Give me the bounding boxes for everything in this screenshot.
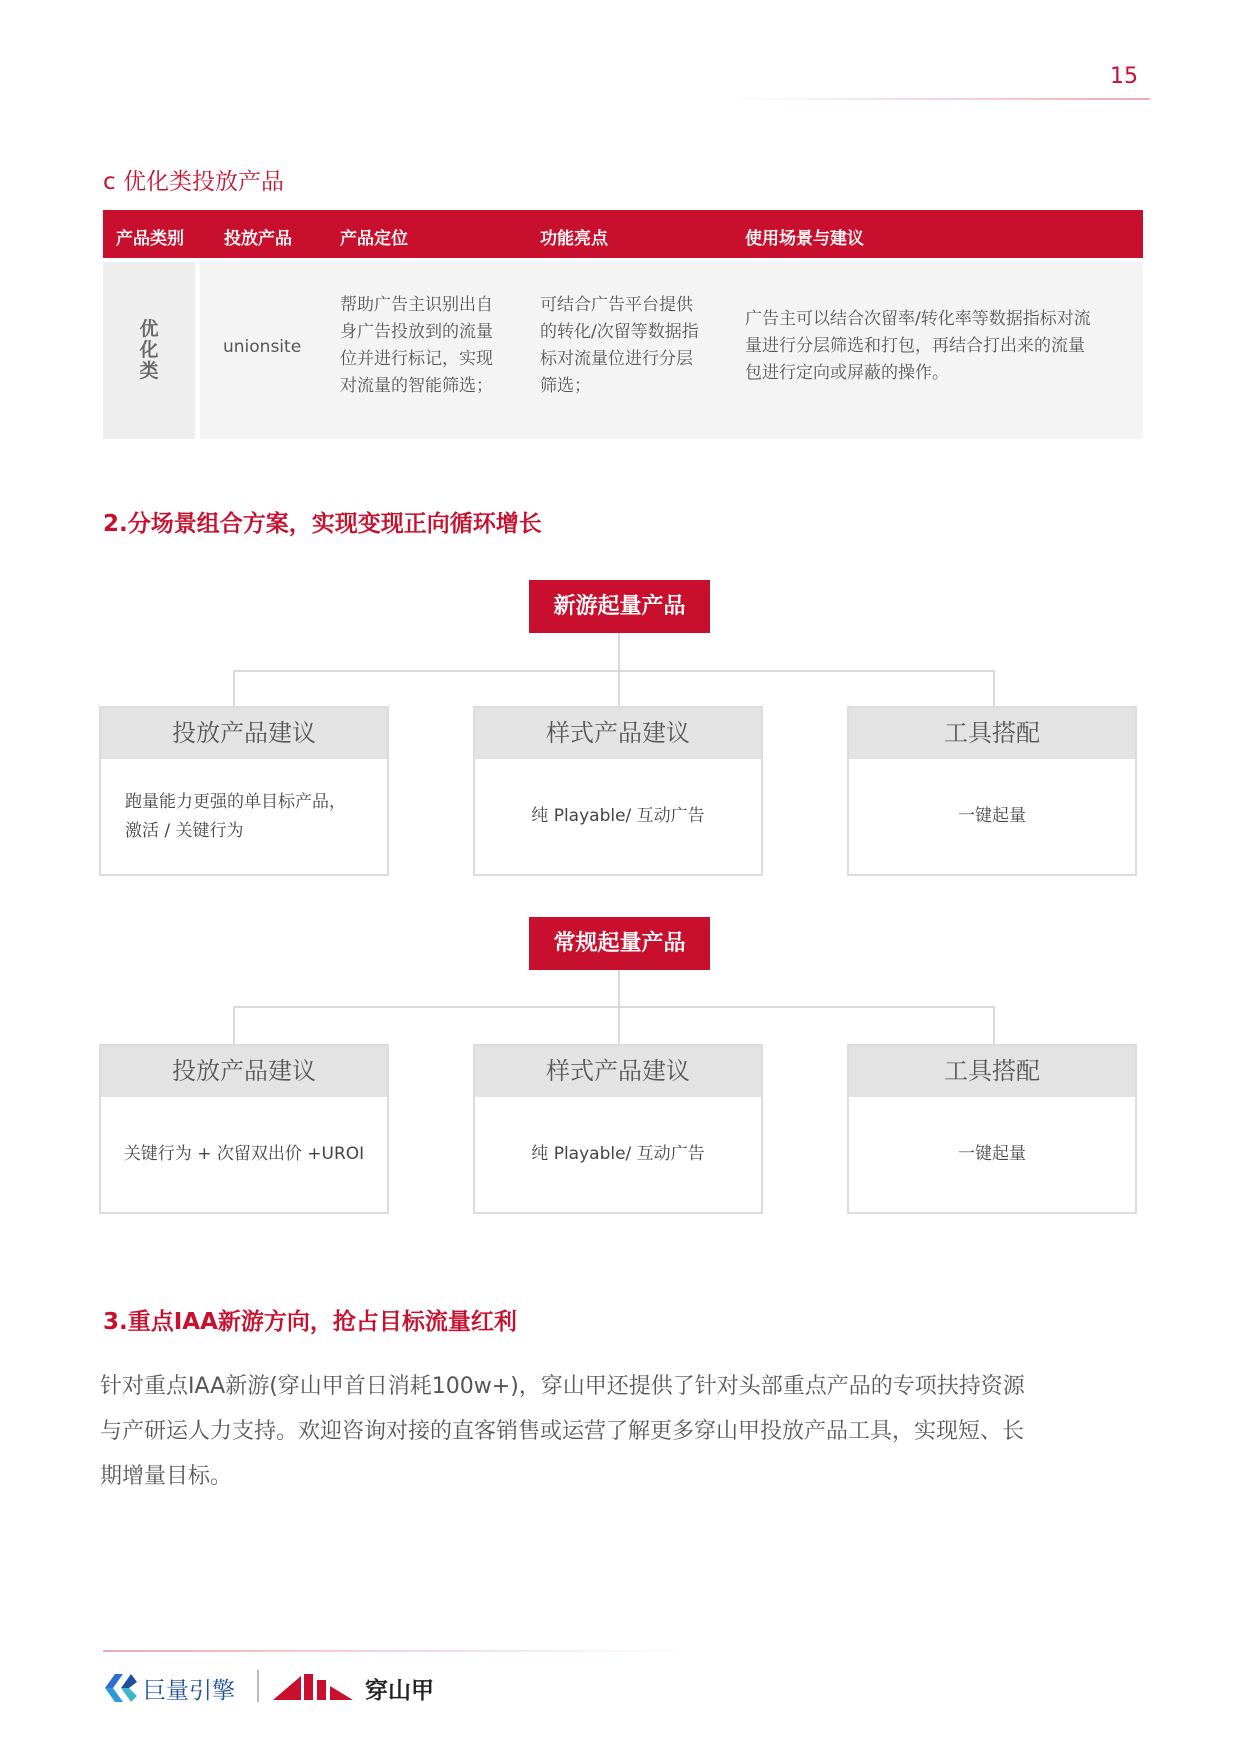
diagram2-connector-left xyxy=(233,1006,235,1044)
diagram1-connector-horizontal xyxy=(233,670,995,672)
diagram2-connector-horizontal xyxy=(233,1006,995,1008)
section-c-title: c 优化类投放产品 xyxy=(103,169,284,195)
diagram1-connector-right xyxy=(993,670,995,706)
scenarios-text: 广告主可以结合次留率/转化率等数据指标对流 量进行分层筛选和打包，再结合打出来的流量 包进行定向或屏蔽的操作。 xyxy=(745,309,1091,383)
diagram2-card-style xyxy=(473,1044,763,1214)
product-name: unionsite xyxy=(223,337,302,357)
table-header xyxy=(103,210,1143,258)
card-head: 投放产品建议 xyxy=(101,1046,387,1097)
heading-2: 2.分场景组合方案，实现变现正向循环增长 xyxy=(103,511,542,537)
pangle-logo-text: 穿山甲 xyxy=(365,1678,434,1704)
diagram2-card-delivery xyxy=(99,1044,389,1214)
diagram1-card-delivery xyxy=(99,706,389,876)
table-row xyxy=(103,262,1143,439)
card-head: 工具搭配 xyxy=(849,708,1135,759)
product-table xyxy=(103,210,1143,439)
footer-divider xyxy=(103,1650,693,1652)
diagram1-title: 新游起量产品 xyxy=(529,580,710,633)
positioning-text: 帮助广告主识别出自 身广告投放到的流量 位并进行标记，实现 对流量的智能筛选； xyxy=(340,295,493,396)
heading-3: 3.重点IAA新游方向，抢占目标流量红利 xyxy=(103,1309,517,1335)
card-head: 样式产品建议 xyxy=(475,708,761,759)
diagram1-connector-left xyxy=(233,670,235,706)
page-number: 15 xyxy=(1110,64,1138,89)
diagram2-connector-right xyxy=(993,1006,995,1044)
row-body xyxy=(200,262,1143,439)
diagram1-card-style xyxy=(473,706,763,876)
card-head: 工具搭配 xyxy=(849,1046,1135,1097)
card-head: 样式产品建议 xyxy=(475,1046,761,1097)
card-head: 投放产品建议 xyxy=(101,708,387,759)
logo-divider xyxy=(257,1670,259,1702)
card-body: 跑量能力更强的单目标产品， 激活 / 关键行为 xyxy=(125,791,346,841)
category-label: 优化类 xyxy=(139,318,159,382)
diagram1-card-tools xyxy=(847,706,1137,876)
diagram2-title: 常规起量产品 xyxy=(529,917,710,970)
diagram2-card-tools xyxy=(847,1044,1137,1214)
body-paragraph: 针对重点IAA新游(穿山甲首日消耗100w+)，穿山甲还提供了针对头部重点产品的专项扶持资源 与产研运人力支持。欢迎咨询对接的直客销售或运营了解更多穿山甲投放产品工具，实现短、长 期增量目标。 xyxy=(100,1374,1025,1489)
pangle-logo-icon xyxy=(273,1672,361,1702)
card-body: 一键起量 xyxy=(958,1144,1026,1164)
header-scenarios: 使用场景与建议 xyxy=(745,229,864,249)
oceanengine-logo-text: 巨量引擎 xyxy=(143,1678,235,1704)
card-body: 纯 Playable/ 互动广告 xyxy=(531,1144,705,1164)
card-body: 纯 Playable/ 互动广告 xyxy=(531,806,705,826)
highlights-text: 可结合广告平台提供 的转化/次留等数据指 标对流量位进行分层 筛选； xyxy=(540,295,699,396)
card-body: 一键起量 xyxy=(958,806,1026,826)
oceanengine-logo-icon xyxy=(103,1672,139,1704)
header-divider xyxy=(730,98,1150,100)
header-positioning: 产品定位 xyxy=(340,229,408,249)
category-cell xyxy=(103,262,195,439)
header-product: 投放产品 xyxy=(224,229,292,249)
header-category: 产品类别 xyxy=(116,229,184,249)
header-highlights: 功能亮点 xyxy=(540,229,608,249)
card-body: 关键行为 + 次留双出价 +UROI xyxy=(123,1144,365,1164)
